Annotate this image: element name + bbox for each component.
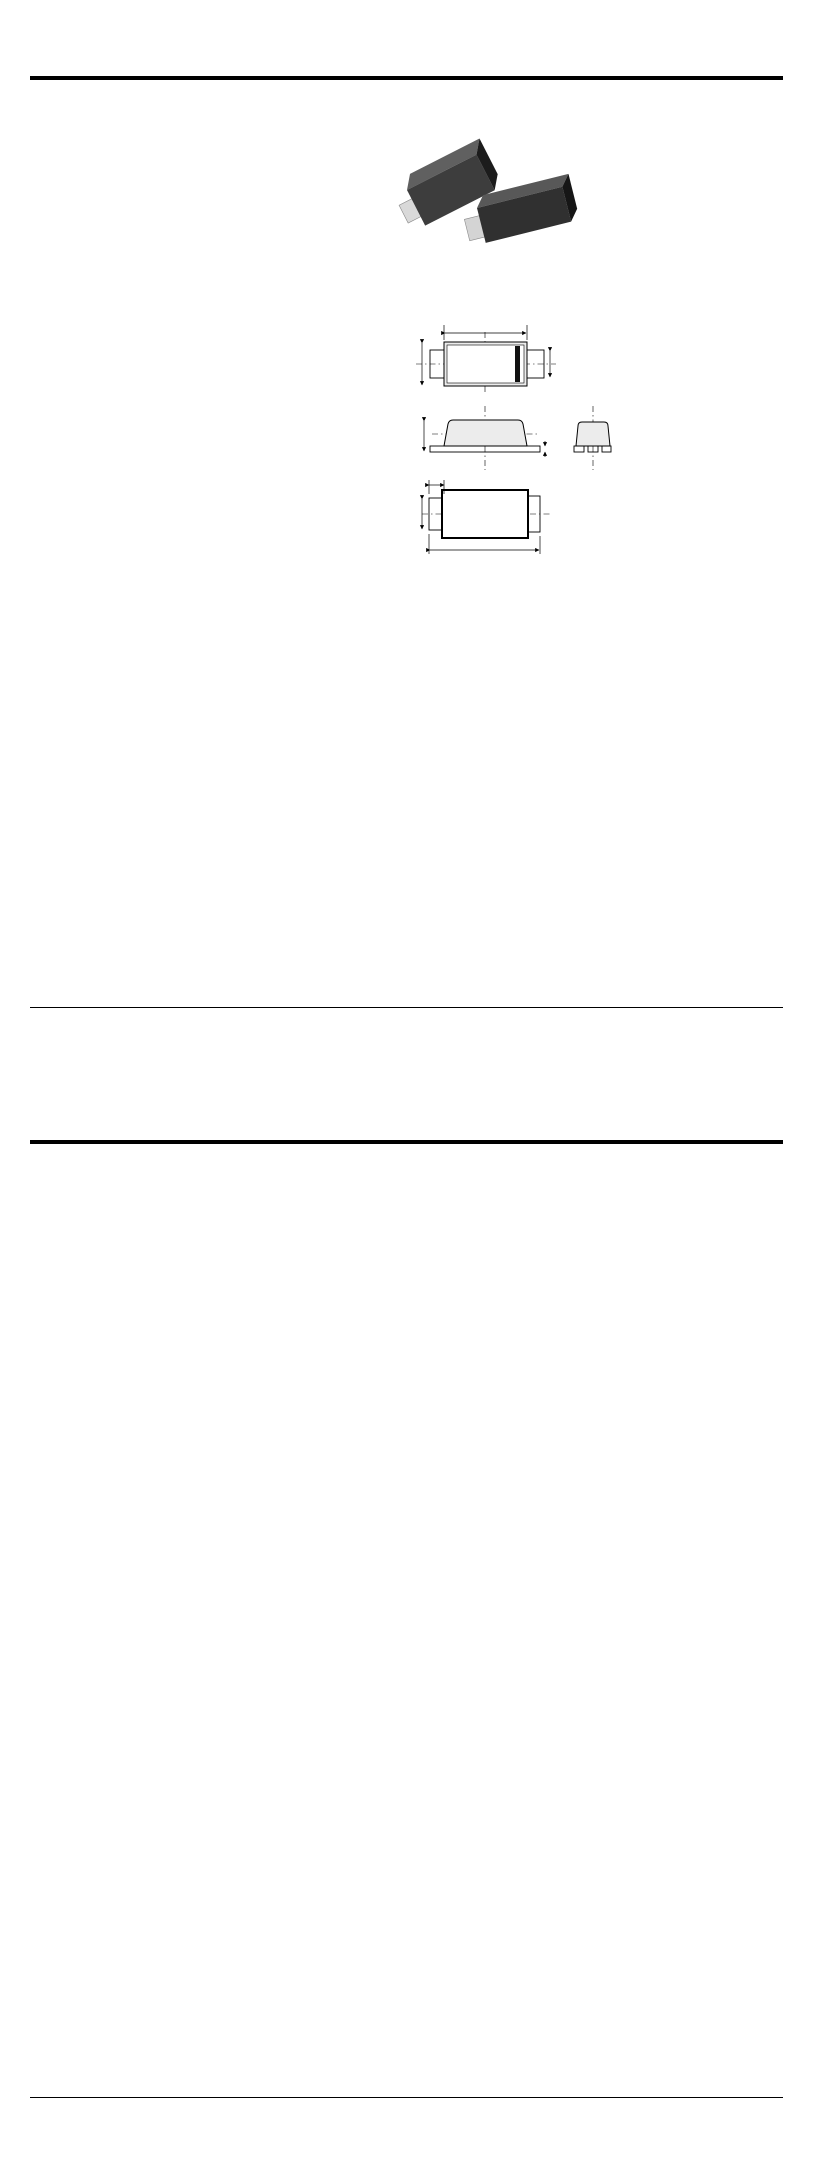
footer-rule-1 xyxy=(30,1007,783,1008)
header-rule xyxy=(30,76,783,80)
brand-logo-underline xyxy=(59,51,121,54)
package-3d-image xyxy=(385,130,595,248)
brand-logo xyxy=(40,27,140,76)
brand-logo-page2 xyxy=(40,1089,140,1138)
package-outline-drawing xyxy=(382,298,624,562)
footer-rule-2 xyxy=(30,2097,783,2098)
brand-logo-underline-page2 xyxy=(59,1113,121,1116)
header-rule-page2 xyxy=(30,1140,783,1144)
